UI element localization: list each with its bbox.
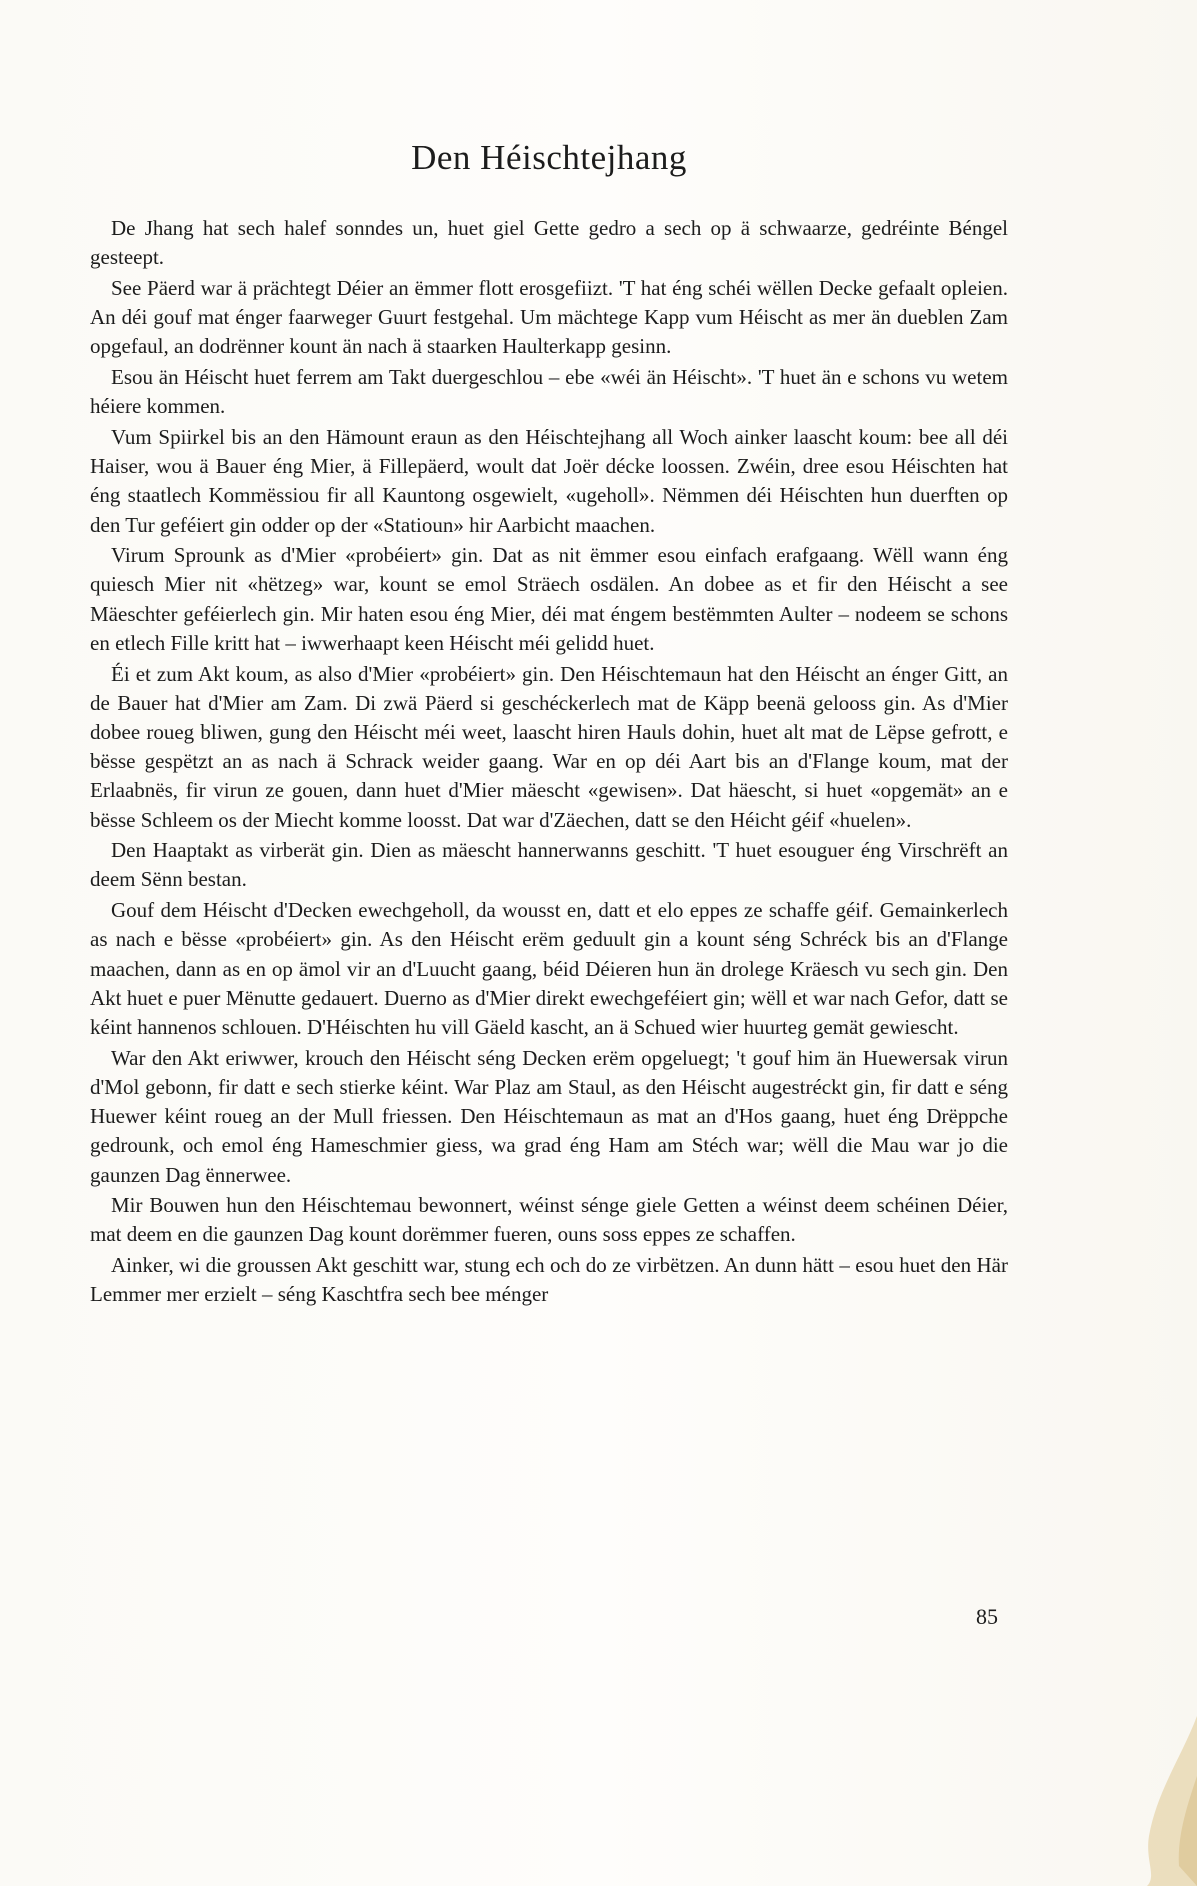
chapter-title: Den Héischtejhang	[411, 138, 687, 177]
paragraph: Den Haaptakt as virberät gin. Dien as mäescht hannerwanns geschitt. 'T huet esouguer éng Virschrëft an deem Sënn bestan.	[90, 838, 1008, 892]
paragraph: War den Akt eriwwer, krouch den Héischt séng Decken erëm opgeluegt; 't gouf him än Huewersak virun d'Mol gebonn, fir datt e sech stierke kéint. War Plaz am Staul, as den Héischt augestréckt gin, fir datt e séng Huewer kéint roueg an der Mull friessen. Den Héischtemaun as mat an d'Hos gaang, huet éng Drëppche gedrounk, och emol éng Hameschmier giess, wa grad éng Ham am Stéch war; wëll die Mau war jo die gaunzen Dag ënnerwee.	[90, 1045, 1008, 1187]
paper-stain	[1087, 1696, 1197, 1886]
paragraph: Virum Sprounk as d'Mier «probéiert» gin. Dat as nit ëmmer esou einfach erafgaang. Wëll wann éng quiesch Mier nit «hëtzeg» war, kount se emol Sträech osdälen. An dobee as et fir den Héischt a see Mäeschter geféierlech gin. Mir haten esou éng Mier, déi mat éngem bestëmmten Aulter – nodeem se schons en etlech Fille kritt hat – iwwerhaapt keen Héischt méi gelidd huet.	[90, 543, 1008, 655]
paragraph: Vum Spiirkel bis an den Hämount eraun as den Héischtejhang all Woch ainker laascht koum: bee all déi Haiser, wou ä Bauer éng Mier, ä Fillepäerd, woult dat Joër décke loossen. Zwéin, dree esou Héischten hat éng staatlech Kommëssiou fir all Kauntong osgewielt, «ugeholl». Nëmmen déi Héischten hun duerften op den Tur geféiert gin odder op der «Statioun» hir Aarbicht maachen.	[90, 424, 1008, 537]
paragraph: See Päerd war ä prächtegt Déier an ëmmer flott erosgefiizt. 'T hat éng schéi wëllen Decke gefaalt opleien. An déi gouf mat énger faarweger Guurt festgehal. Um mächtege Kapp vum Héischt as mer än dueblen Zam opgefaul, an dodrënner kount än nach ä staarken Haulterkapp gesinn.	[90, 275, 1008, 359]
paragraph: De Jhang hat sech halef sonndes un, huet giel Gette gedro a sech op ä schwaarze, gedréinte Béngel gesteept.	[90, 216, 1008, 270]
paragraph: Gouf dem Héischt d'Decken ewechgeholl, da wousst en, datt et elo eppes ze schaffe géif. Gemainkerlech as nach e bësse «probéiert» gin. As den Héischt erëm geduult gin a kount séng Schréck bis an d'Flange maachen, dann as en op ämol vir an d'Luucht gaang, béid Déieren hun än drolege Kräesch vu sech gin. Den Akt huet e puer Mënutte gedauert. Duerno as d'Mier direkt ewechgeféiert gin; wëll et war nach Gefor, datt se kéint hannenos schlouen. D'Héischten hu vill Gäeld kascht, an ä Schued wier huurteg gemät gewiescht.	[90, 898, 1008, 1039]
paragraph: Éi et zum Akt koum, as also d'Mier «probéiert» gin. Den Héischtemaun hat den Héischt an énger Gitt, an de Bauer hat d'Mier am Zam. Di zwä Päerd si geschéckerlech mat de Käpp beenä gelooss gin. As d'Mier dobee roueg bliwen, gung den Héischt méi weet, laascht hiren Hauls dohin, huet alt mat de Lëpse gefrott, e bësse gespëtzt an as nach ä Schrack weider gaang. War en op déi Aart bis an d'Flange koum, mat der Erlaabnës, fir virun ze gouen, dann huet d'Mier mäescht «gewisen». Dat häescht, si huet «opgemät» an e bësse Schleem os der Miecht komme loosst. Dat war d'Zäechen, datt se den Héicht géif «huelen».	[90, 661, 1008, 832]
paragraph: Esou än Héischt huet ferrem am Takt duergeschlou – ebe «wéi än Héischt». 'T huet än e schons vu wetem héiere kommen.	[90, 365, 1008, 419]
page-number: 85	[976, 1604, 998, 1629]
paragraph: Mir Bouwen hun den Héischtemau bewonnert, wéinst sénge giele Getten a wéinst deem schéinen Déier, mat deem en die gaunzen Dag kount dorëmmer fueren, ouns soss eppes ze schaffen.	[90, 1193, 1008, 1247]
page-content	[90, 138, 1008, 1311]
paragraph: Ainker, wi die groussen Akt geschitt war, stung ech och do ze virbëtzen. An dunn hätt – esou huet den Här Lemmer mer erzielt – séng Kaschtfra sech bee ménger	[90, 1253, 1008, 1307]
